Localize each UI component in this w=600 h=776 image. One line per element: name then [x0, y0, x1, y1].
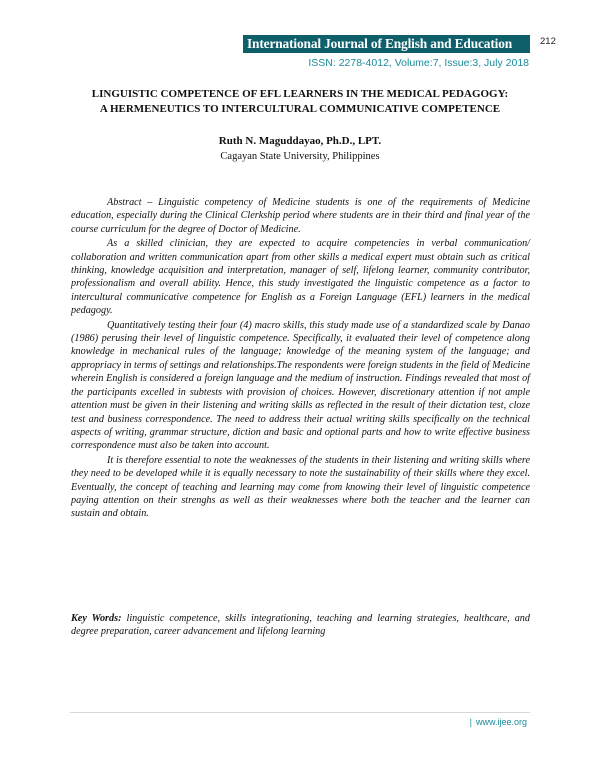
article-title-line2: A HERMENEUTICS TO INTERCULTURAL COMMUNICATIVE COMPETENCE — [99, 103, 501, 115]
footer-separator: | — [469, 717, 472, 727]
keywords — [71, 612, 530, 639]
footer-divider — [70, 712, 530, 713]
article-title-line1: LINGUISTIC COMPETENCE OF EFL LEARNERS IN THE MEDICAL PEDAGOGY: — [91, 88, 509, 100]
journal-title-banner: International Journal of English and Education — [243, 35, 530, 53]
abstract-paragraph: As a skilled clinician, they are expected to acquire competencies in verbal communication/ collaboration and written communication apart from other skills a medical expert must obtain such as critical thinking, knowledge acquisition and interpretation, manager of self, lifelong learner, community contributor, professionalism and overall ability. Hence, this study investigated the linguistic competence as a factor to intercultural communicative competence for English as a Foreign Language (EFL) learners in the medical pedagogy. — [71, 238, 530, 317]
issn-line: ISSN: 2278-4012, Volume:7, Issue:3, July 2018 — [308, 57, 529, 69]
keywords-label: Key Words: — [71, 613, 122, 624]
page-number: 212 — [540, 36, 556, 47]
abstract-paragraph: Abstract – Linguistic competency of Medicine students is one of the requirements of Medicine education, especially during the Clinical Clerkship period where students are in their third and final year of the course curriculum for the degree of Doctor of Medicine. — [71, 197, 530, 235]
keywords-text: linguistic competence, skills integrationing, teaching and learning strategies, healthcare, and degree preparation, career advancement and lifelong learning — [71, 613, 530, 638]
article-title — [60, 87, 540, 117]
abstract — [71, 196, 530, 521]
author-name: Ruth N. Maguddayao, Ph.D., LPT. — [218, 135, 382, 147]
abstract-paragraph: Quantitatively testing their four (4) macro skills, this study made use of a standardized scale by Danao (1986) perusing their level of linguistic competence. Specifically, it evaluated their level of competence along knowledge in mechanical rules of the language; knowledge of the meaning system of the language; and appropriacy in terms of settings and relationships.The respondents were foreign students in the field of Medicine wherein English is considered a foreign language and the medium of instruction. Findings revealed that most of the participants excelled in subtests with provision of choices. However, discretionary attention if not ample attention must be given in their listening and writing skills as reflected in the result of their dictation test, cloze test and business correspondence. The need to address their actual writing skills specifically on the technical aspects of writing, grammar structure, diction and basic and optional parts and how to write effective business correspondence must also be taken into account. — [71, 319, 530, 452]
author-affiliation: Cagayan State University, Philippines — [220, 151, 380, 162]
footer — [470, 717, 527, 727]
footer-website-link[interactable]: www.ijee.org — [475, 717, 527, 727]
abstract-paragraph: It is therefore essential to note the weaknesses of the students in their listening and writing skills where they need to be developed while it is equally necessary to note the sustainability of their skills where they excel. Eventually, the concept of teaching and learning may come from knowing their level of linguistic competence paying attention on their strenghs as well as their weaknesses where both the teacher and the learner can sustain and obtain. — [71, 454, 530, 520]
